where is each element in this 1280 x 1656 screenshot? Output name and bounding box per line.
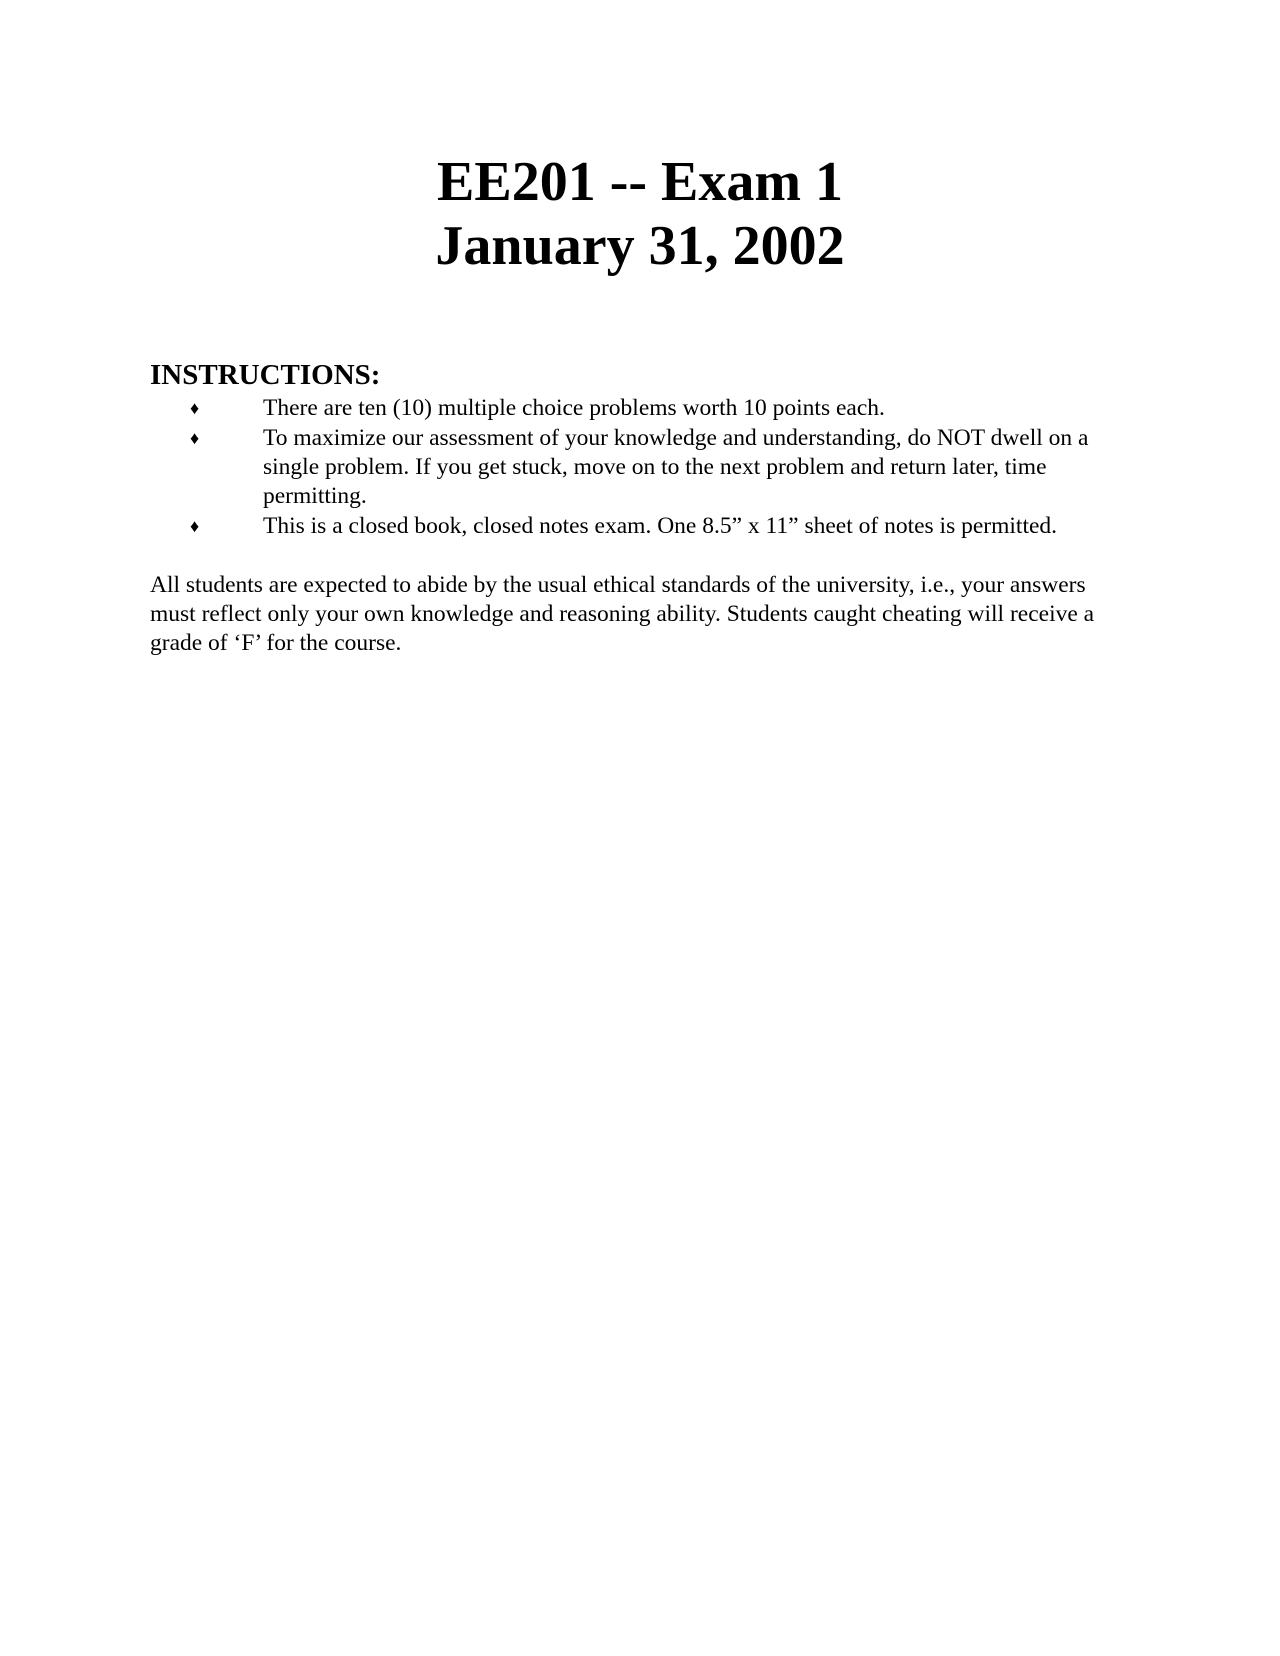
instruction-item [150, 394, 1130, 423]
instruction-text: To maximize our assessment of your knowledge and understanding, do NOT dwell on a single problem. If you get stuck, move on to the next problem and return later, time permitting. [263, 425, 1089, 509]
exam-date: January 31, 2002 [435, 215, 845, 277]
title-block [0, 150, 1280, 278]
instruction-text: There are ten (10) multiple choice problems worth 10 points each. [263, 395, 885, 421]
ethics-paragraph: All students are expected to abide by the usual ethical standards of the university, i.e., your answers must reflect only your own knowledge and reasoning ability. Students caught cheating will receive a grade of ‘F’ for the course. [150, 572, 1095, 656]
instruction-item [150, 424, 1130, 511]
instruction-item [150, 512, 1130, 541]
instructions-heading: INSTRUCTIONS: [150, 359, 381, 391]
diamond-bullet-icon: ♦ [190, 398, 200, 418]
exam-title: EE201 -- Exam 1 [437, 151, 843, 213]
instruction-text: This is a closed book, closed notes exam. One 8.5” x 11” sheet of notes is permitted. [263, 513, 1058, 539]
instructions-list [150, 394, 1130, 542]
diamond-bullet-icon: ♦ [190, 428, 200, 448]
diamond-bullet-icon: ♦ [190, 516, 200, 536]
